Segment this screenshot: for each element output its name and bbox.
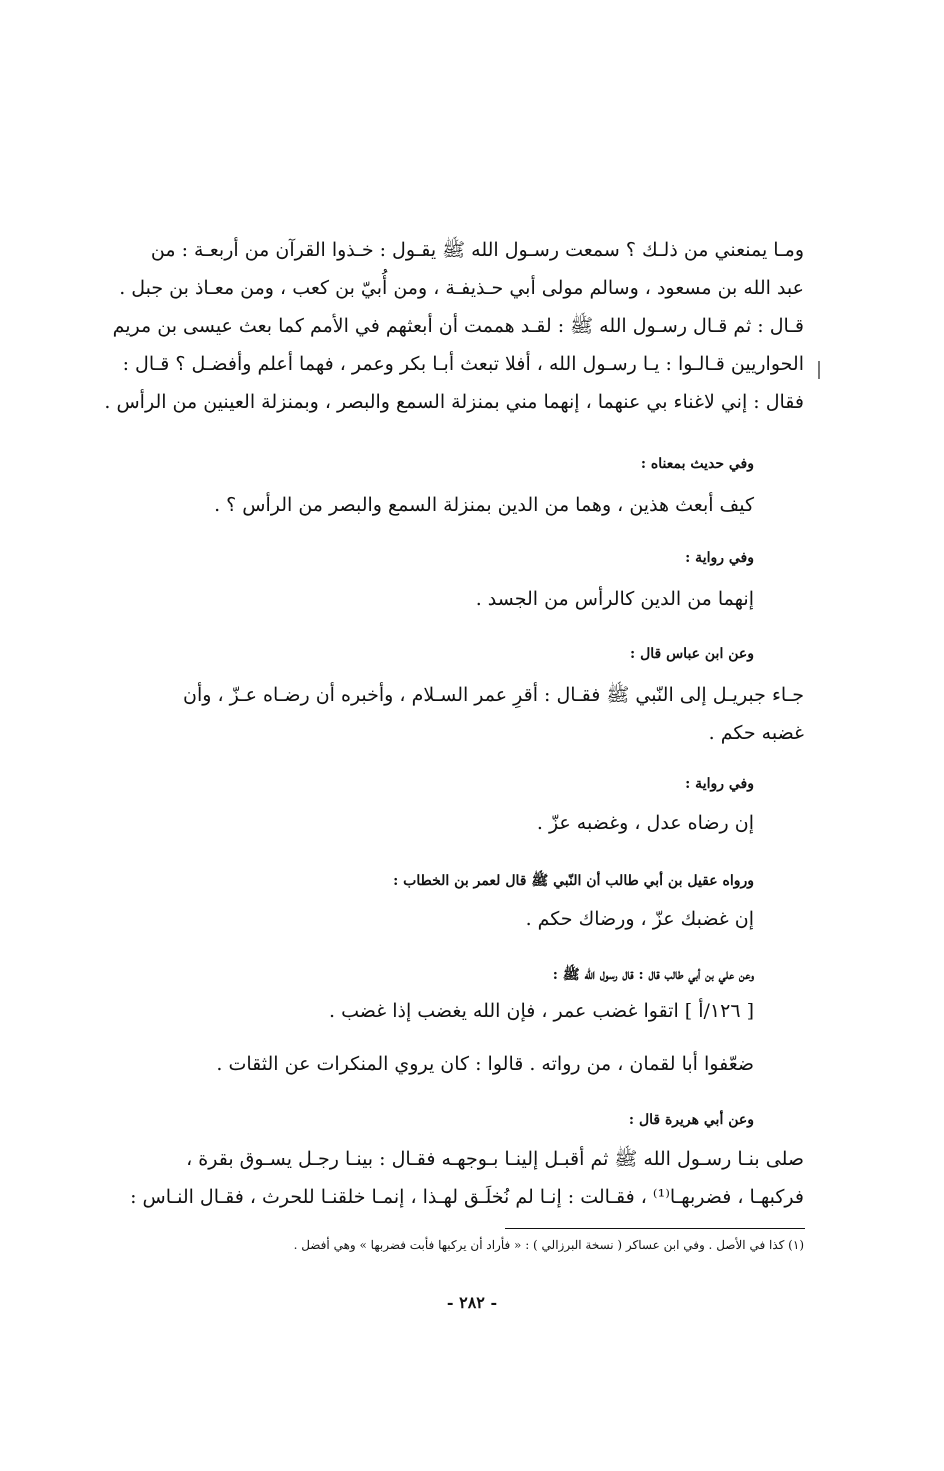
text-line: عبد الله بن مسعود ، وسالم مولى أبي حـذيفـة ، ومن أُبيّ بن كعب ، ومن معـاذ بن جبل .: [119, 277, 804, 299]
text-line: قـال : ثم قـال رسـول الله ﷺ : لقـد هممت أن أبعثهم في الأمم كما بعث عيسى بن مريم: [112, 315, 804, 337]
section-label: وعن ابن عباس قال :: [630, 646, 754, 662]
section-label: وفي رواية :: [685, 776, 754, 792]
footnote: (١) كذا في الأصل . وفي ابن عساكر ( نسخة البرزالي ) : « فأراد أن يركبها فأبت فضربها » وهي أفضل .: [293, 1238, 804, 1252]
quote-text: [ ١٢٦/أ ] اتقوا غضب عمر ، فإن الله يغضب إذا غضب .: [329, 1000, 754, 1022]
text-line: فقال : إني لاغناء بي عنهما ، إنهما مني بمنزلة السمع والبصر ، وبمنزلة العينين من الرأس .: [104, 391, 804, 413]
text-line: صلى بنـا رسـول الله ﷺ ثم أقبـل إلينـا بـوجهـه فقـال : بينـا رجـل يسـوق بقرة ،: [186, 1148, 804, 1170]
quote-text: ضعّفوا أبا لقمان ، من رواته . قالوا : كان يروي المنكرات عن الثقات .: [216, 1053, 754, 1075]
quote-text: إن غضبك عزّ ، ورضاك حكم .: [525, 908, 754, 930]
section-label: وفي رواية :: [685, 550, 754, 566]
paragraph-opening: [104, 231, 804, 421]
section-label: وفي حديث بمعناه :: [640, 456, 754, 472]
section-label: ورواه عقيل بن أبي طالب أن النّبي ﷺ قال لعمر بن الخطاب :: [393, 873, 754, 889]
margin-mark: [818, 361, 820, 379]
quote-text: كيف أبعث هذين ، وهما من الدين بمنزلة السمع والبصر من الرأس ؟ .: [214, 494, 754, 516]
text-line: جـاء جبريـل إلى النّبي ﷺ فقـال : أقرِ عمر السـلام ، وأخبره أن رضـاه عـزّ ، وأن: [183, 684, 804, 706]
quote-text: إنهما من الدين كالرأس من الجسد .: [475, 588, 754, 610]
section-label: وعن علي بن أبي طالب قال : قال رسول الله ﷺ :: [552, 967, 754, 983]
quote-text: إن رضاه عدل ، وغضبه عزّ .: [536, 812, 754, 834]
section-label: وعن أبي هريرة قال :: [628, 1112, 754, 1128]
text-line: ومـا يمنعني من ذلـك ؟ سمعت رسـول الله ﷺ يقـول : خـذوا القرآن من أربعـة : من: [150, 239, 804, 261]
text-line: الحواريين قـالـوا : يـا رسـول الله ، أفلا تبعث أبـا بكر وعمر ، فهما أعلم وأفضـل ؟ قـال :: [122, 353, 804, 375]
paragraph-jibril: [124, 676, 804, 752]
text-line: فركبهـا ، فضربهـا⁽¹⁾ ، فقـالت : إنـا لم نُخلَـق لهـذا ، إنمـا خلقنـا للحرث ، فقـال النـاس :: [130, 1186, 804, 1208]
footnote-divider: [505, 1228, 805, 1229]
page-number: - ٢٨٢ -: [446, 1293, 498, 1312]
paragraph-cow: [124, 1140, 804, 1216]
text-line: غضبه حكم .: [708, 722, 804, 744]
